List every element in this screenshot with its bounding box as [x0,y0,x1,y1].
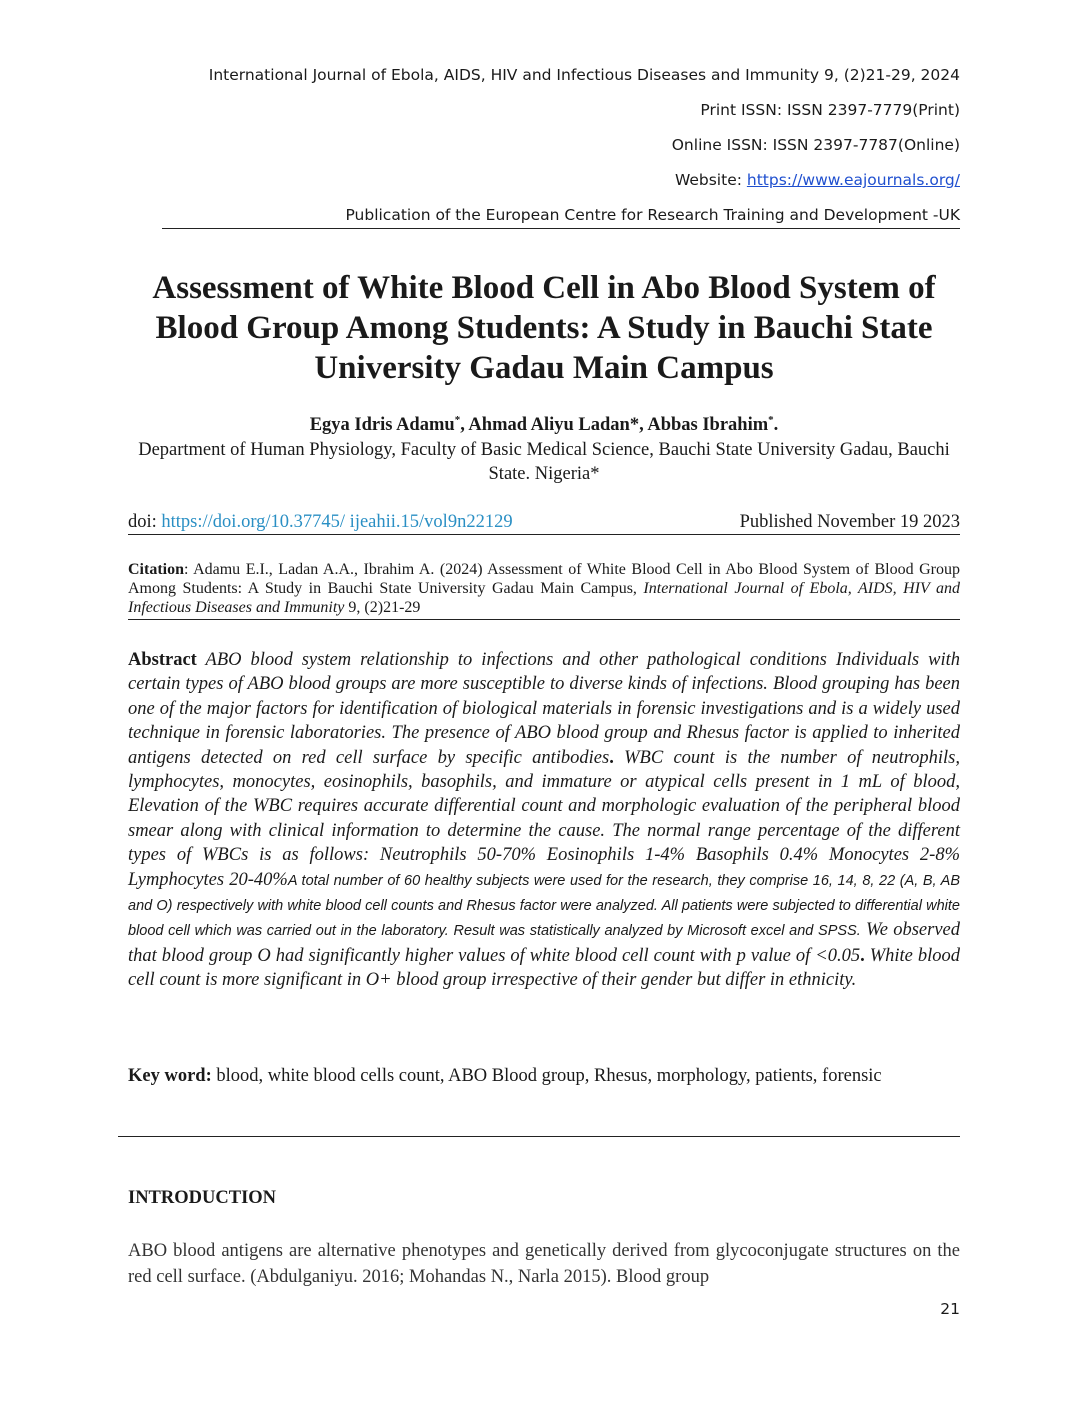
abstract-text: We observed that blood group O had significantly higher values of white blood cell count with p value of <0.05 [128,920,960,966]
keywords-text: blood, white blood cells count, ABO Blood group, Rhesus, morphology, patients, forensic [211,1066,882,1086]
keywords [128,1064,960,1088]
doi-link[interactable]: https://doi.org/10.37745/ ijeahii.15/vol9n22129 [161,512,513,532]
header-rule [162,228,960,229]
abstract-rule [118,1136,960,1137]
online-issn: Online ISSN: ISSN 2397-7787(Online) [671,136,960,154]
published-date: Published November 19 2023 [739,512,960,532]
page-number: 21 [940,1300,960,1318]
print-issn: Print ISSN: ISSN 2397-7779(Print) [700,101,960,119]
abstract-text: White blood cell count is more significant in O+ blood group irrespective of their gender but differ in ethnicity. [128,945,960,991]
body-paragraph: ABO blood antigens are alternative phenotypes and genetically derived from glycoconjugate structures on the red cell surface. (Abdulganiyu. 2016; Mohandas N., Narla 2015). Blood group [128,1241,960,1287]
abstract-label: Abstract [128,650,197,670]
website-link[interactable]: https://www.eajournals.org/ [746,171,960,189]
citation-journal: International Journal of Ebola, AIDS, HIV and Infectious Diseases and Immunity [128,580,960,616]
doi-line [128,512,960,535]
citation-label: Citation [128,561,184,578]
citation-text: : Adamu E.I., Ladan A.A., Ibrahim A. (2024) Assessment of White Blood Cell in Abo Blood System of Blood Group Among Students: A Study in Bauchi State University Gadau Main Campus, [128,561,960,597]
author-name: Abbas Ibrahim [647,415,769,436]
website-label: Website: [674,171,747,189]
abstract-text: WBC count is the number of neutrophils, lymphocytes, monocytes, eosinophils, basophils, and immature or atypical cells present in 1 mL of blood, Elevation of the WBC requires accurate differential count and morphologic evaluation of the peripheral blood smear along with clinical information to determine the cause. The normal range percentage of the different types of WBCs is as follows: Neutrophils 50-70% Eosinophils 1-4% Basophils 0.4% Monocytes 2-8% Lymphocytes 20-40% [128,747,960,890]
authors [128,414,960,436]
article-title: Assessment of White Blood Cell in Abo Blood System of Blood Group Among Students: A Study in Bauchi State University Gadau Main Campus [152,270,936,386]
authors-end: . [773,415,779,436]
abstract-text: ABO blood system relationship to infections and other pathological conditions Individuals with certain types of ABO blood groups are more susceptible to diverse kinds of infections. Blood grouping has been one of the major factors for identification of biological materials in forensic investigations and is a widely used technique in forensic laboratories. The presence of ABO blood group and Rhesus factor is applied to inherited antigens detected on red cell surface by specific antibodies [128,650,960,768]
abstract-text: . [609,747,614,768]
author-mark: * [454,414,461,426]
author-name: , Ahmad Aliyu Ladan*, [460,415,648,436]
journal-header: International Journal of Ebola, AIDS, HIV and Infectious Diseases and Immunity 9, (2)21-29, 2024 [208,66,960,84]
affiliation: Department of Human Physiology, Faculty of Basic Medical Science, Bauchi State University Gadau, Bauchi State. Nigeria* [138,440,950,484]
abstract-text: A total number of 60 healthy subjects were used for the research, they comprise 16, 14, 8, 22 (A, B, AB and O) respectively with white blood cell counts and Rhesus factor were analyzed. All patients were subjected to differential white blood cell which was carried out in the laboratory. Result was statistically analyzed by Microsoft excel and SPSS. [128,872,960,940]
author-mark: * [768,414,774,426]
citation-text-end: 9, (2)21-29 [344,599,421,616]
author-name: Egya Idris Adamu [309,415,455,436]
abstract [128,648,960,993]
doi-label: doi: [128,512,162,532]
website-line [675,171,960,189]
publisher-line: Publication of the European Centre for Research Training and Development -UK [345,206,960,224]
keywords-label: Key word: [128,1066,212,1086]
abstract-text: . [860,945,865,966]
citation [128,560,960,620]
doi [128,512,513,533]
section-heading: INTRODUCTION [128,1188,277,1208]
